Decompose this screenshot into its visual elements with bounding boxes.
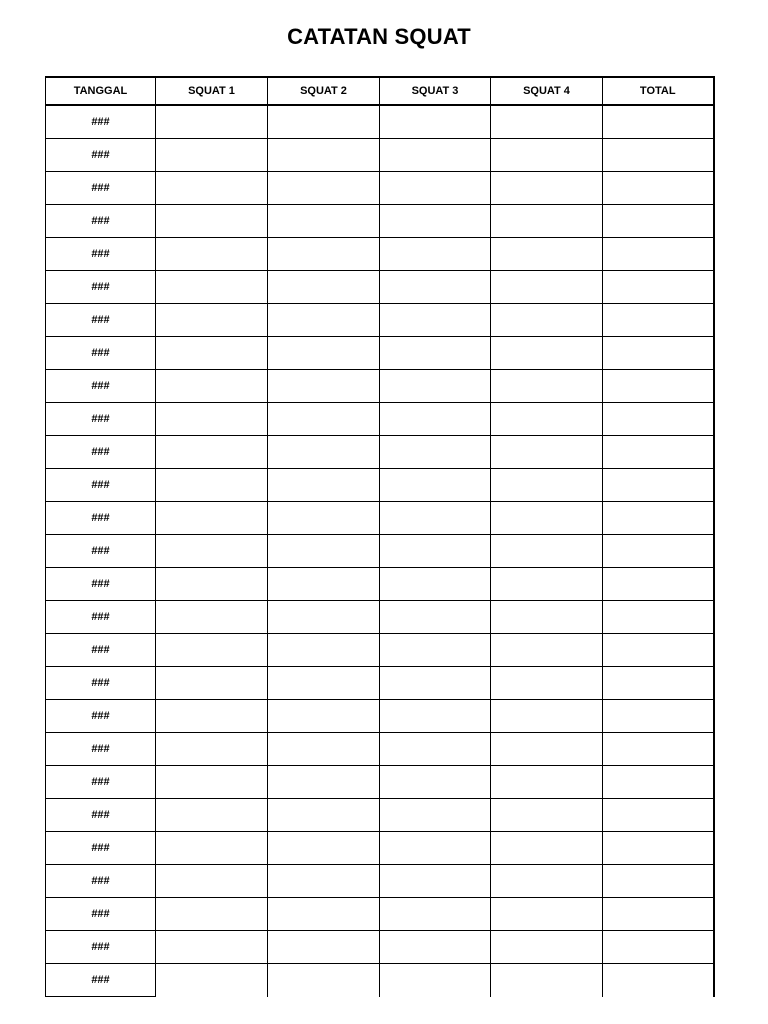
- total-cell: [603, 502, 714, 535]
- squat-2-cell: [268, 667, 380, 700]
- table-row: [46, 105, 714, 139]
- total-cell: [603, 964, 714, 997]
- date-cell: ###: [46, 601, 156, 634]
- squat-3-cell: [380, 964, 491, 997]
- table-row: [46, 865, 714, 898]
- table-row: [46, 733, 714, 766]
- squat-4-cell: [491, 304, 603, 337]
- total-cell: [603, 568, 714, 601]
- date-cell: ###: [46, 535, 156, 568]
- squat-3-cell: [380, 370, 491, 403]
- squat-2-cell: [268, 370, 380, 403]
- total-cell: [603, 601, 714, 634]
- squat-3-cell: [380, 139, 491, 172]
- date-cell: ###: [46, 271, 156, 304]
- total-cell: [603, 733, 714, 766]
- squat-3-cell: [380, 205, 491, 238]
- column-header-tanggal: TANGGAL: [46, 77, 156, 105]
- squat-3-cell: [380, 601, 491, 634]
- date-cell: ###: [46, 700, 156, 733]
- table-row: [46, 403, 714, 436]
- date-cell: ###: [46, 370, 156, 403]
- table-row: [46, 172, 714, 205]
- squat-4-cell: [491, 766, 603, 799]
- squat-3-cell: [380, 766, 491, 799]
- squat-3-cell: [380, 667, 491, 700]
- squat-3-cell: [380, 733, 491, 766]
- date-cell: ###: [46, 436, 156, 469]
- total-cell: [603, 931, 714, 964]
- squat-3-cell: [380, 700, 491, 733]
- squat-4-cell: [491, 105, 603, 139]
- date-cell: ###: [46, 105, 156, 139]
- total-cell: [603, 469, 714, 502]
- squat-2-cell: [268, 337, 380, 370]
- total-cell: [603, 370, 714, 403]
- squat-1-cell: [156, 105, 268, 139]
- total-cell: [603, 403, 714, 436]
- squat-1-cell: [156, 238, 268, 271]
- squat-1-cell: [156, 700, 268, 733]
- total-cell: [603, 172, 714, 205]
- squat-4-cell: [491, 535, 603, 568]
- squat-2-cell: [268, 172, 380, 205]
- squat-3-cell: [380, 238, 491, 271]
- squat-2-cell: [268, 304, 380, 337]
- date-cell: ###: [46, 502, 156, 535]
- squat-3-cell: [380, 568, 491, 601]
- table-row: [46, 370, 714, 403]
- date-cell: ###: [46, 766, 156, 799]
- squat-4-cell: [491, 337, 603, 370]
- squat-4-cell: [491, 436, 603, 469]
- date-cell: ###: [46, 898, 156, 931]
- table-row: [46, 271, 714, 304]
- table-row: [46, 337, 714, 370]
- squat-1-cell: [156, 172, 268, 205]
- date-cell: ###: [46, 832, 156, 865]
- squat-3-cell: [380, 799, 491, 832]
- squat-2-cell: [268, 832, 380, 865]
- squat-1-cell: [156, 766, 268, 799]
- squat-2-cell: [268, 205, 380, 238]
- squat-2-cell: [268, 105, 380, 139]
- squat-3-cell: [380, 931, 491, 964]
- squat-1-cell: [156, 337, 268, 370]
- squat-1-cell: [156, 271, 268, 304]
- squat-1-cell: [156, 403, 268, 436]
- squat-2-cell: [268, 865, 380, 898]
- squat-4-cell: [491, 205, 603, 238]
- squat-4-cell: [491, 799, 603, 832]
- total-cell: [603, 436, 714, 469]
- table-row: [46, 667, 714, 700]
- date-cell: ###: [46, 205, 156, 238]
- total-cell: [603, 271, 714, 304]
- date-cell: ###: [46, 469, 156, 502]
- squat-1-cell: [156, 865, 268, 898]
- table-row: [46, 238, 714, 271]
- squat-4-cell: [491, 832, 603, 865]
- table-row: [46, 700, 714, 733]
- table-row: [46, 535, 714, 568]
- column-header-squat-1: SQUAT 1: [156, 77, 268, 105]
- squat-1-cell: [156, 667, 268, 700]
- squat-1-cell: [156, 304, 268, 337]
- squat-1-cell: [156, 931, 268, 964]
- table-row: [46, 964, 714, 997]
- table-row: [46, 898, 714, 931]
- squat-1-cell: [156, 370, 268, 403]
- table-row: [46, 568, 714, 601]
- squat-2-cell: [268, 634, 380, 667]
- total-cell: [603, 337, 714, 370]
- squat-2-cell: [268, 238, 380, 271]
- total-cell: [603, 105, 714, 139]
- squat-4-cell: [491, 139, 603, 172]
- squat-4-cell: [491, 931, 603, 964]
- squat-1-cell: [156, 601, 268, 634]
- squat-3-cell: [380, 172, 491, 205]
- date-cell: ###: [46, 568, 156, 601]
- squat-1-cell: [156, 634, 268, 667]
- squat-4-cell: [491, 568, 603, 601]
- total-cell: [603, 634, 714, 667]
- squat-4-cell: [491, 370, 603, 403]
- squat-2-cell: [268, 139, 380, 172]
- total-cell: [603, 700, 714, 733]
- squat-1-cell: [156, 205, 268, 238]
- squat-1-cell: [156, 502, 268, 535]
- total-cell: [603, 535, 714, 568]
- squat-4-cell: [491, 865, 603, 898]
- squat-1-cell: [156, 436, 268, 469]
- squat-4-cell: [491, 271, 603, 304]
- squat-1-cell: [156, 964, 268, 997]
- page-title: CATATAN SQUAT: [287, 24, 471, 49]
- squat-1-cell: [156, 733, 268, 766]
- squat-1-cell: [156, 898, 268, 931]
- squat-3-cell: [380, 832, 491, 865]
- squat-3-cell: [380, 469, 491, 502]
- squat-3-cell: [380, 502, 491, 535]
- table-row: [46, 502, 714, 535]
- date-cell: ###: [46, 304, 156, 337]
- total-cell: [603, 766, 714, 799]
- squat-4-cell: [491, 634, 603, 667]
- table-row: [46, 205, 714, 238]
- squat-2-cell: [268, 964, 380, 997]
- squat-2-cell: [268, 469, 380, 502]
- squat-4-cell: [491, 601, 603, 634]
- date-cell: ###: [46, 964, 156, 997]
- total-cell: [603, 139, 714, 172]
- squat-1-cell: [156, 832, 268, 865]
- date-cell: ###: [46, 799, 156, 832]
- squat-4-cell: [491, 502, 603, 535]
- squat-3-cell: [380, 337, 491, 370]
- total-cell: [603, 238, 714, 271]
- table-row: [46, 139, 714, 172]
- column-header-total: TOTAL: [603, 77, 714, 105]
- squat-4-cell: [491, 403, 603, 436]
- table-row: [46, 931, 714, 964]
- table-body: [46, 105, 714, 997]
- table-row: [46, 469, 714, 502]
- date-cell: ###: [46, 403, 156, 436]
- table-row: [46, 634, 714, 667]
- squat-2-cell: [268, 733, 380, 766]
- total-cell: [603, 304, 714, 337]
- squat-4-cell: [491, 238, 603, 271]
- squat-1-cell: [156, 469, 268, 502]
- table-row: [46, 832, 714, 865]
- date-cell: ###: [46, 733, 156, 766]
- squat-3-cell: [380, 436, 491, 469]
- total-cell: [603, 865, 714, 898]
- squat-3-cell: [380, 271, 491, 304]
- squat-2-cell: [268, 766, 380, 799]
- squat-3-cell: [380, 105, 491, 139]
- total-cell: [603, 799, 714, 832]
- squat-4-cell: [491, 700, 603, 733]
- squat-3-cell: [380, 634, 491, 667]
- date-cell: ###: [46, 667, 156, 700]
- date-cell: ###: [46, 865, 156, 898]
- total-cell: [603, 898, 714, 931]
- table-row: [46, 766, 714, 799]
- squat-4-cell: [491, 667, 603, 700]
- date-cell: ###: [46, 172, 156, 205]
- date-cell: ###: [46, 931, 156, 964]
- date-cell: ###: [46, 337, 156, 370]
- date-cell: ###: [46, 139, 156, 172]
- squat-3-cell: [380, 403, 491, 436]
- squat-4-cell: [491, 964, 603, 997]
- squat-4-cell: [491, 469, 603, 502]
- table-row: [46, 799, 714, 832]
- squat-2-cell: [268, 502, 380, 535]
- squat-2-cell: [268, 403, 380, 436]
- squat-2-cell: [268, 931, 380, 964]
- squat-2-cell: [268, 799, 380, 832]
- squat-1-cell: [156, 799, 268, 832]
- table-row: [46, 304, 714, 337]
- squat-1-cell: [156, 568, 268, 601]
- squat-2-cell: [268, 535, 380, 568]
- squat-3-cell: [380, 535, 491, 568]
- squat-2-cell: [268, 700, 380, 733]
- date-cell: ###: [46, 238, 156, 271]
- squat-2-cell: [268, 436, 380, 469]
- column-header-squat-2: SQUAT 2: [268, 77, 380, 105]
- date-cell: ###: [46, 634, 156, 667]
- squat-2-cell: [268, 601, 380, 634]
- squat-3-cell: [380, 865, 491, 898]
- squat-3-cell: [380, 304, 491, 337]
- column-header-squat-4: SQUAT 4: [491, 77, 603, 105]
- squat-4-cell: [491, 898, 603, 931]
- total-cell: [603, 832, 714, 865]
- squat-2-cell: [268, 568, 380, 601]
- table-row: [46, 601, 714, 634]
- squat-1-cell: [156, 535, 268, 568]
- squat-4-cell: [491, 733, 603, 766]
- total-cell: [603, 205, 714, 238]
- column-header-squat-3: SQUAT 3: [380, 77, 491, 105]
- header-row: [46, 77, 714, 105]
- squat-2-cell: [268, 898, 380, 931]
- squat-2-cell: [268, 271, 380, 304]
- squat-4-cell: [491, 172, 603, 205]
- squat-log-table: [45, 76, 715, 997]
- total-cell: [603, 667, 714, 700]
- table-row: [46, 436, 714, 469]
- squat-1-cell: [156, 139, 268, 172]
- squat-3-cell: [380, 898, 491, 931]
